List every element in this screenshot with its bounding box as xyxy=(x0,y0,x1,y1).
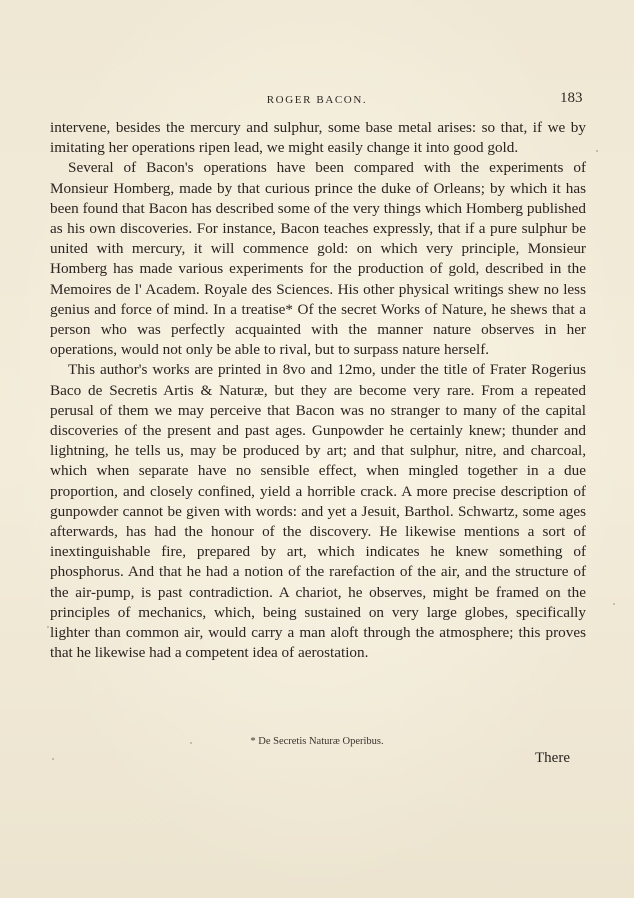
running-head: ROGER BACON. xyxy=(266,94,368,106)
paper-speck xyxy=(52,758,54,760)
paper-speck xyxy=(613,603,615,605)
paragraph-3: This author's works are printed in 8vo and 12mo, under the title of Frater Rogerius Baco de Secretis Artis & Naturæ, but they are become very rare. From a repeated perusal of them we may perceive that Bacon was no stranger to many of the capital discoveries of the present and past ages. Gunpowder he certainly knew; thunder and lightning, he tells us, may be produced by art; and that sulphur, nitre, and charcoal, which when separate have no sensible effect, when mingled together in a due proportion, and closely confined, yield a horrible crack. A more precise description of gunpowder cannot be given with words: and yet a Jesuit, Barthol. Schwartz, some ages afterwards, has had the honour of the discovery. He likewise mentions a sort of inextinguishable fire, prepared by art, which indicates he knew something of phosphorus. And that he had a notion of the rarefaction of the air, and the structure of the air-pump, is past contradiction. A chariot, he observes, might be framed on the principles of mechanics, which, being sustained on very large globes, specifically lighter than common air, would carry a man aloft through the atmosphere; this proves that he likewise had a competent idea of aerostation. xyxy=(50,361,586,662)
page-header xyxy=(0,90,634,112)
page-number: 183 xyxy=(560,90,583,106)
paper-speck xyxy=(596,150,598,152)
paragraph-1: intervene, besides the mercury and sulphur, some base metal arises: so that, if we by imitating her operations ripen lead, we might easily change it into good gold. xyxy=(50,119,586,157)
catchword: There xyxy=(535,750,570,766)
body-text xyxy=(50,118,586,663)
footnote: * De Secretis Naturæ Operibus. xyxy=(250,736,384,747)
paper-speck xyxy=(190,742,192,744)
paragraph-2: Several of Bacon's operations have been compared with the experiments of Monsieur Homberg, made by that curious prince the duke of Orleans; by which it has been found that Bacon has described some of the very things which Homberg published as his own discoveries. For instance, Bacon teaches expressly, that if a pure sulphur be united with mercury, it will commence gold: on which very principle, Monsieur Homberg has made various experiments for the production of gold, described in the Memoires de l' Academ. Royale des Sciences. His other physical writings shew no less genius and force of mind. In a treatise* Of the secret Works of Nature, he shews that a person who was perfectly acquainted with the manner nature observes in her operations, would not only be able to rival, but to surpass nature herself. xyxy=(50,159,586,359)
paper-speck xyxy=(47,626,49,628)
